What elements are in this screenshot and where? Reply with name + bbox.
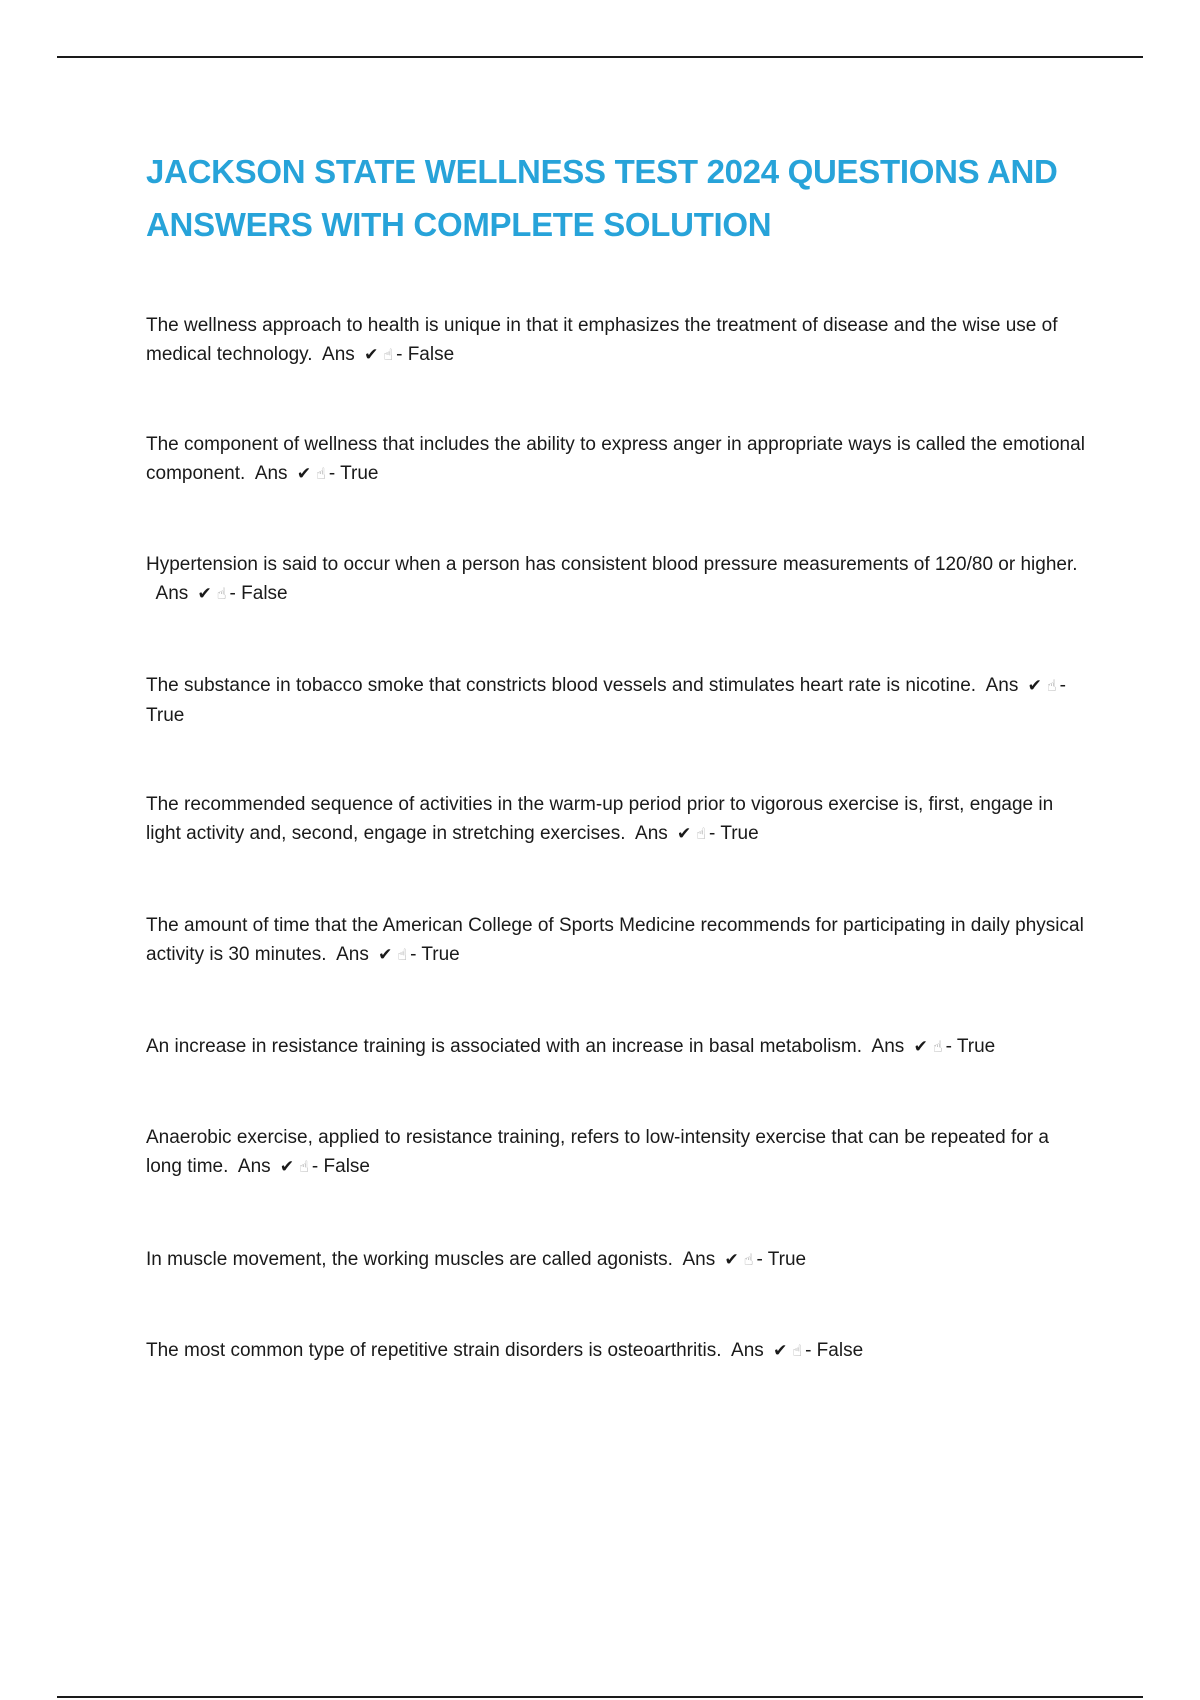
answer-prefix: Ans [682, 1249, 716, 1270]
question-text: Hypertension is said to occur when a person has consistent blood pressure measurements of 120/80 or higher. [146, 554, 1078, 575]
checkmark-icon: ✔ [279, 1157, 295, 1177]
answer-prefix: Ans [731, 1340, 764, 1361]
answer-prefix: Ans [322, 344, 355, 365]
qa-item [146, 311, 1086, 370]
answer-separator: - [410, 944, 417, 965]
qa-item [146, 430, 1086, 489]
pointing-hand-icon: ☝ [792, 1341, 803, 1360]
pointing-hand-icon: ☝ [696, 824, 707, 843]
answer-value: False [407, 344, 455, 365]
pointing-hand-icon: ☝ [316, 464, 326, 483]
checkmark-icon: ✔ [677, 824, 692, 844]
answer-separator: - [1059, 675, 1066, 696]
answer-prefix: Ans [871, 1036, 905, 1057]
qa-item [146, 1123, 1086, 1182]
qa-item [146, 790, 1086, 849]
answer-value: True [956, 1036, 996, 1057]
question-text: The wellness approach to health is unique in that it emphasizes the treatment of disease and the wise use of medical technology. [146, 315, 1058, 365]
question-text: The component of wellness that includes the ability to express anger in appropriate ways is called the emotional component. [146, 434, 1085, 484]
qa-item [146, 911, 1086, 970]
answer-separator: - [709, 823, 716, 844]
checkmark-icon: ✔ [296, 464, 312, 484]
checkmark-icon: ✔ [913, 1037, 928, 1057]
answer-value: False [323, 1156, 370, 1177]
answer-value: True [340, 463, 379, 484]
question-text: The recommended sequence of activities in the warm-up period prior to vigorous exercise is, first, engage in light activity and, second, engage in stretching exercises. [146, 794, 1054, 844]
qa-item [146, 1032, 1086, 1062]
question-text: In muscle movement, the working muscles are called agonists. [146, 1249, 673, 1270]
answer-prefix: Ans [254, 463, 288, 484]
answer-separator: - [328, 463, 336, 484]
pointing-hand-icon: ☝ [932, 1037, 943, 1056]
question-text: An increase in resistance training is associated with an increase in basal metabolism. [146, 1036, 863, 1057]
pointing-hand-icon: ☝ [397, 945, 408, 964]
question-text: The substance in tobacco smoke that constricts blood vessels and stimulates heart rate is nicotine. [146, 675, 977, 696]
answer-separator: - [756, 1249, 763, 1270]
document-title: JACKSON STATE WELLNESS TEST 2024 QUESTIONS AND ANSWERS WITH COMPLETE SOLUTION [146, 153, 1058, 243]
qa-item [146, 550, 1086, 609]
answer-separator: - [229, 583, 236, 604]
pointing-hand-icon: ☝ [383, 345, 394, 364]
answer-prefix: Ans [155, 583, 189, 604]
answer-value: True [720, 823, 759, 844]
pointing-hand-icon: ☝ [1046, 676, 1057, 695]
answer-value: True [767, 1249, 807, 1270]
answer-prefix: Ans [635, 823, 668, 844]
question-text: The most common type of repetitive strain disorders is osteoarthritis. [146, 1340, 722, 1361]
answer-prefix: Ans [985, 675, 1019, 696]
pointing-hand-icon: ☝ [743, 1250, 754, 1269]
answer-value: False [241, 583, 288, 604]
qa-item [146, 1245, 1086, 1275]
checkmark-icon: ✔ [364, 345, 379, 365]
checkmark-icon: ✔ [1027, 676, 1042, 696]
answer-separator: - [945, 1036, 952, 1057]
answer-value: True [146, 705, 185, 726]
checkmark-icon: ✔ [773, 1341, 788, 1361]
answer-separator: - [311, 1156, 319, 1177]
answer-separator: - [396, 344, 403, 365]
qa-item [146, 671, 1086, 730]
answer-value: True [421, 944, 460, 965]
pointing-hand-icon: ☝ [216, 584, 227, 603]
answer-value: False [816, 1340, 864, 1361]
qa-item [146, 1336, 1086, 1366]
answer-prefix: Ans [237, 1156, 271, 1177]
checkmark-icon: ✔ [724, 1250, 739, 1270]
top-rule [57, 56, 1143, 58]
pointing-hand-icon: ☝ [299, 1157, 309, 1176]
question-text: The amount of time that the American College of Sports Medicine recommends for participating in daily physical activity is 30 minutes. [146, 915, 1084, 965]
answer-prefix: Ans [336, 944, 369, 965]
checkmark-icon: ✔ [197, 584, 212, 604]
checkmark-icon: ✔ [378, 945, 393, 965]
answer-separator: - [805, 1340, 812, 1361]
bottom-rule [57, 1696, 1143, 1698]
question-text: Anaerobic exercise, applied to resistance training, refers to low-intensity exercise that can be repeated for a long time. [146, 1127, 1049, 1177]
